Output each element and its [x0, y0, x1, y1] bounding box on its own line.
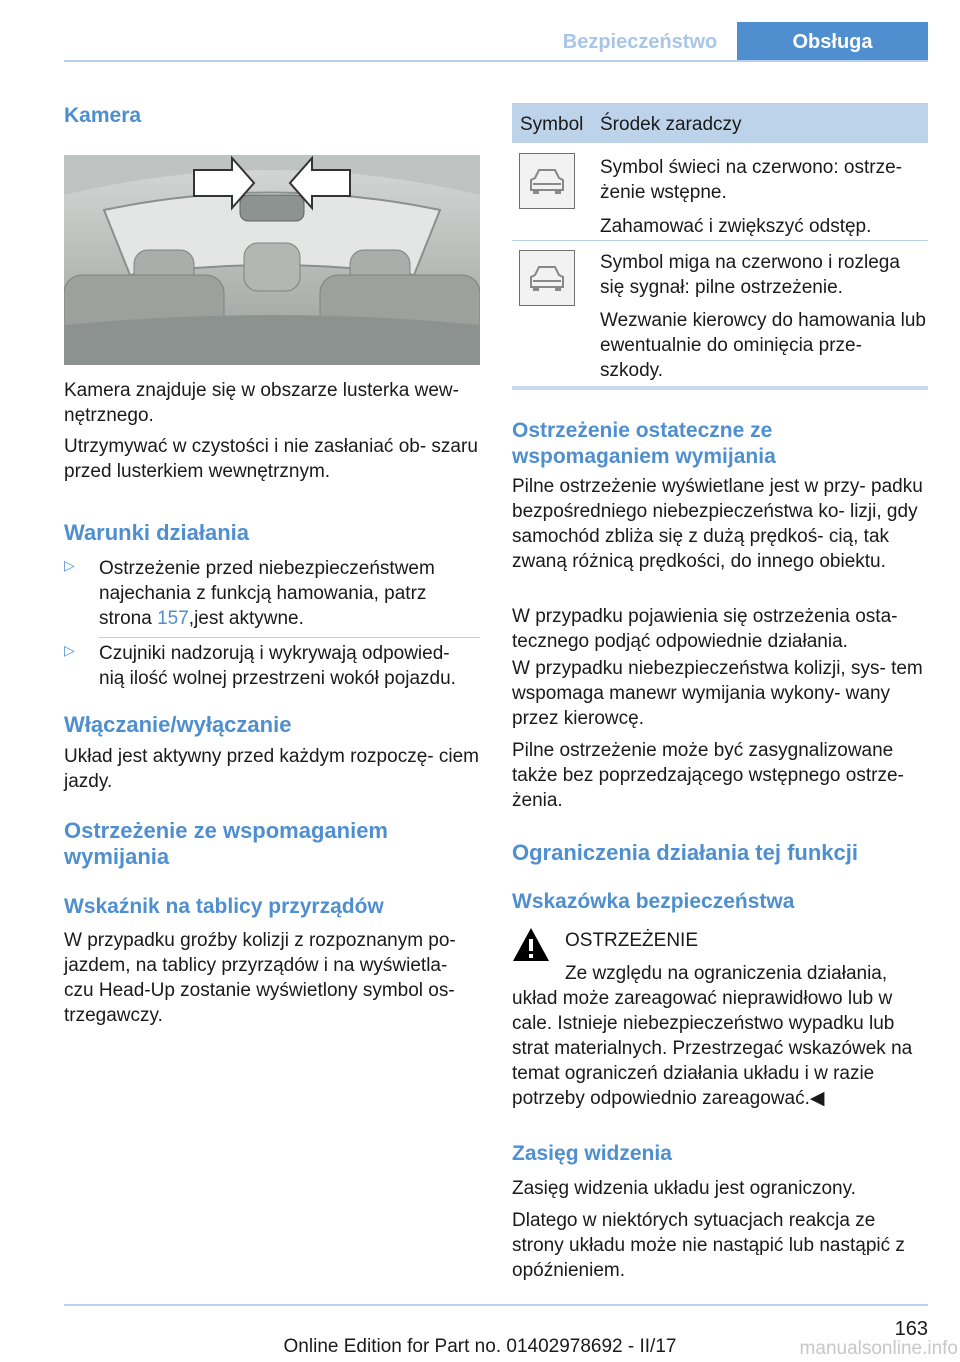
footer-divider [64, 1304, 928, 1306]
table-end-rule [512, 386, 928, 390]
section-title-ograniczenia: Ograniczenia działania tej funkcji [512, 840, 858, 865]
zasieg-paragraph-1: Zasięg widzenia układu jest ograniczony. [512, 1178, 856, 1199]
edition-footer: Online Edition for Part no. 01402978692 - II/17 [283, 1336, 677, 1357]
bullet-item-2 [64, 641, 480, 691]
wlaczanie-paragraph: Układ jest aktywny przed każdym rozpoczę‐ ciem jazdy. [64, 746, 479, 792]
table-row-2-text-1: Symbol miga na czerwono i rozlega się sygnał: pilne ostrzeżenie. [600, 252, 900, 298]
ostateczne-paragraph-3: Pilne ostrzeżenie może być zasygnalizowane także bez poprzedzającego wstępnego ostrze‐ żenia. [512, 740, 904, 811]
car-warning-icon [519, 250, 575, 306]
page-link-157[interactable]: 157 [157, 608, 189, 629]
bullet-1-text-end: ,jest aktywne. [188, 608, 304, 629]
bullet-item-1 [64, 556, 480, 631]
warning-label: OSTRZEŻENIE [565, 930, 699, 951]
bullet-separator [99, 637, 480, 638]
ostateczne-paragraph-1: Pilne ostrzeżenie wyświetlane jest w przy‐ padku bezpośredniego niebezpieczeństwa ko‐ lizji, gdy samochód zbliża się z dużą prędkoś‐ cią, tak zwaną różnicą prędkości, do innego obiektu. [512, 476, 923, 572]
car-interior-illustration [64, 155, 480, 365]
table-row-1-text-2: Zahamować i zwiększyć odstęp. [600, 216, 872, 237]
table-row-1-text-1: Symbol świeci na czerwono: ostrze‐ żenie wstępne. [600, 157, 902, 203]
section-title-kamera: Kamera [64, 104, 142, 127]
section-title-wskazowka: Wskazówka bezpieczeństwa [512, 890, 795, 913]
column-header-symbol: Symbol [520, 114, 584, 135]
bullet-2-text: Czujniki nadzorują i wykrywają odpowied‐ nią ilość wolnej przestrzeni wokół pojazdu. [99, 643, 456, 689]
warning-triangle-icon [512, 926, 550, 964]
warning-text-line-1: Ze względu na ograniczenia działania, [565, 963, 888, 984]
section-title-ostrzezenie: Ostrzeżenie ze wspomaganiem wymijania [64, 818, 388, 869]
kamera-paragraph-2: Utrzymywać w czystości i nie zasłaniać ob‐ szaru przed lusterkiem wewnętrznym. [64, 436, 478, 482]
ostateczne-paragraph-2a: W przypadku pojawienia się ostrzeżenia osta‐ tecznego podjąć odpowiednie działania. [512, 606, 898, 652]
ostateczne-paragraph-2b: W przypadku niebezpieczeństwa kolizji, sys‐ tem wspomaga manewr wymijania wykony‐ wany przez kierowcę. [512, 658, 923, 729]
header-divider [64, 60, 928, 62]
bullet-triangle-icon: ▷ [64, 557, 75, 573]
table-row-2-text-2: Wezwanie kierowcy do hamowania lub ewentualnie do ominięcia prze‐ szkody. [600, 310, 926, 381]
watermark: manualsonline.info [799, 1338, 958, 1359]
warning-text-body: układ może zareagować nieprawidłowo lub w cale. Istnieje niebezpieczeństwo wypadku lub strat materialnych. Przestrzegać wskazówek na temat ograniczeń działania układu i w razie potrzeby odpowiednio zareagować.◀ [512, 988, 913, 1109]
table-header [512, 103, 928, 143]
section-title-wskaznik: Wskaźnik na tablicy przyrządów [64, 895, 384, 918]
tab-obsluga[interactable]: Obsługa [737, 22, 928, 62]
tab-bezpieczenstwo[interactable]: Bezpieczeństwo [562, 30, 718, 53]
page-number: 163 [894, 1318, 928, 1340]
car-warning-icon [519, 153, 575, 209]
table-row-separator [512, 240, 928, 241]
section-title-ostateczne: Ostrzeżenie ostateczne ze wspomaganiem wymijania [512, 419, 776, 468]
section-title-warunki: Warunki działania [64, 520, 250, 545]
kamera-paragraph-1: Kamera znajduje się w obszarze lusterka wew‐ nętrznego. [64, 380, 459, 426]
wskaznik-paragraph: W przypadku groźby kolizji z rozpoznanym po‐ jazdem, na tablicy przyrządów i na wyświetla‐ czu Head-Up zostanie wyświetlony symbol os‐ trzegawczy. [64, 930, 456, 1026]
zasieg-paragraph-2: Dlatego w niektórych sytuacjach reakcja ze strony układu może nie nastąpić lub nastąpić z opóźnieniem. [512, 1210, 905, 1281]
section-title-zasieg: Zasięg widzenia [512, 1142, 672, 1165]
column-header-srodek: Środek zaradczy [600, 114, 742, 135]
bullet-1-text: Ostrzeżenie przed niebezpieczeństwem najechania z funkcją hamowania, patrz strona [99, 558, 435, 629]
bullet-triangle-icon: ▷ [64, 642, 75, 658]
camera-interior-photo [64, 155, 480, 365]
section-title-wlaczanie: Włączanie/wyłączanie [64, 712, 292, 737]
